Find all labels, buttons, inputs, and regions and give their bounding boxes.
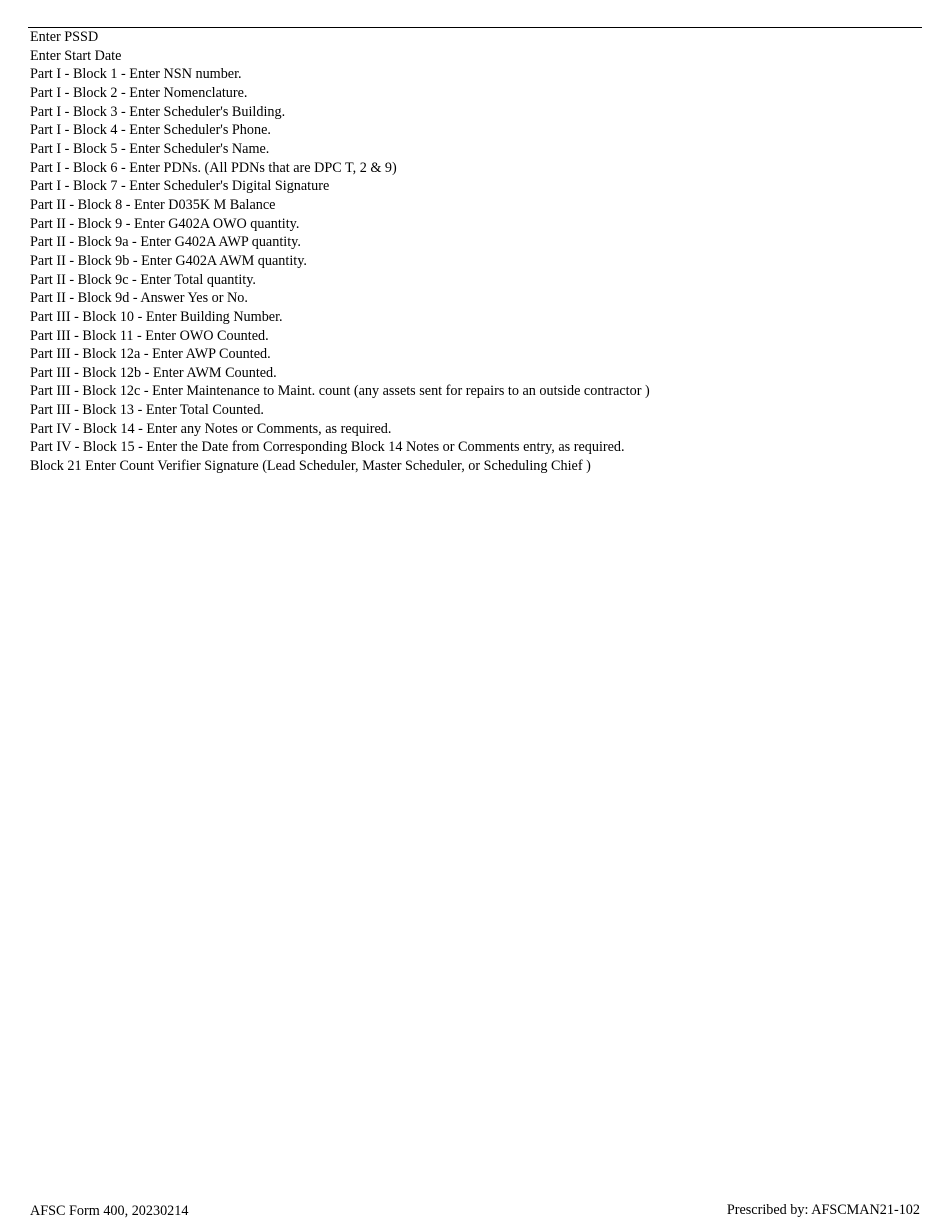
instruction-line: Part I - Block 5 - Enter Scheduler's Name. (30, 140, 270, 157)
instruction-line: Part I - Block 6 - Enter PDNs. (All PDNs that are DPC T, 2 & 9) (30, 159, 397, 176)
instruction-line: Part I - Block 2 - Enter Nomenclature. (30, 84, 248, 101)
instruction-line: Part III - Block 12c - Enter Maintenance to Maint. count (any assets sent for repairs to an outside contractor ) (30, 383, 650, 400)
instruction-line: Part III - Block 12b - Enter AWM Counted. (30, 364, 277, 381)
instruction-line: Part I - Block 1 - Enter NSN number. (30, 66, 242, 83)
instruction-line: Block 21 Enter Count Verifier Signature (Lead Scheduler, Master Scheduler, or Scheduling Chief ) (30, 458, 591, 475)
instruction-list (30, 28, 650, 476)
instruction-line: Part IV - Block 14 - Enter any Notes or Comments, as required. (30, 420, 392, 437)
instruction-line: Part I - Block 4 - Enter Scheduler's Phone. (30, 122, 271, 139)
instruction-line: Part II - Block 9c - Enter Total quantity. (30, 271, 256, 288)
form-identifier: AFSC Form 400, 20230214 (30, 1203, 189, 1219)
instruction-line: Part III - Block 12a - Enter AWP Counted. (30, 346, 271, 363)
instruction-line: Enter PSSD (30, 29, 99, 45)
instruction-line: Part IV - Block 15 - Enter the Date from Corresponding Block 14 Notes or Comments entry, as required. (30, 439, 625, 456)
instruction-line: Part II - Block 9b - Enter G402A AWM quantity. (30, 252, 307, 269)
instruction-line: Part II - Block 9a - Enter G402A AWP quantity. (30, 234, 301, 251)
prescribed-by: Prescribed by: AFSCMAN21-102 (726, 1202, 920, 1218)
instruction-line: Enter Start Date (30, 47, 122, 64)
instruction-line: Part I - Block 7 - Enter Scheduler's Digital Signature (30, 178, 330, 195)
instruction-line: Part II - Block 8 - Enter D035K M Balance (30, 196, 276, 213)
instruction-line: Part III - Block 10 - Enter Building Number. (30, 308, 283, 325)
instruction-line: Part II - Block 9d - Answer Yes or No. (30, 290, 248, 307)
instruction-line: Part III - Block 11 - Enter OWO Counted. (30, 327, 269, 344)
instruction-line: Part I - Block 3 - Enter Scheduler's Building. (30, 103, 286, 120)
instruction-line: Part III - Block 13 - Enter Total Counted. (30, 402, 264, 419)
instruction-line: Part II - Block 9 - Enter G402A OWO quantity. (30, 215, 300, 232)
